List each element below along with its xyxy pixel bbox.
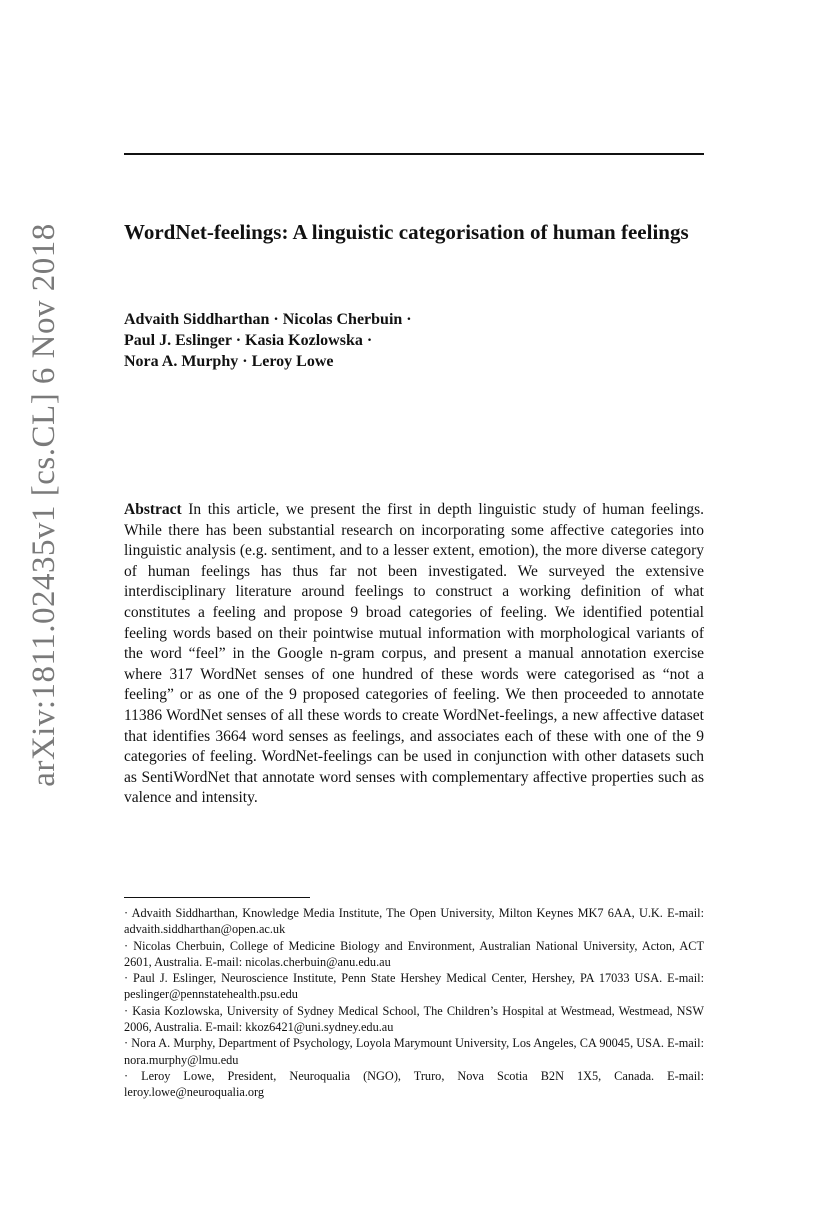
affiliation-footnote: · Leroy Lowe, President, Neuroqualia (NGO), Truro, Nova Scotia B2N 1X5, Canada. E-mail: leroy.lowe@neuroqualia.org (124, 1068, 704, 1100)
author-list (124, 309, 704, 372)
abstract-heading: Abstract (124, 501, 182, 518)
footnote-rule (124, 897, 310, 898)
top-rule (124, 153, 704, 155)
author-line: Nora A. Murphy · Leroy Lowe (124, 353, 334, 370)
affiliation-footnote: · Advaith Siddharthan, Knowledge Media Institute, The Open University, Milton Keynes MK7 6AA, U.K. E-mail: advaith.siddharthan@open.ac.uk (124, 906, 704, 937)
author-line: Paul J. Eslinger · Kasia Kozlowska · (124, 332, 373, 349)
affiliation-footnote: · Kasia Kozlowska, University of Sydney Medical School, The Children’s Hospital at Westmead, Westmead, NSW 2006, Australia. E-mail: kkoz6421@uni.sydney.edu.au (124, 1003, 704, 1035)
affiliation-footnote: · Nicolas Cherbuin, College of Medicine Biology and Environment, Australian National University, Acton, ACT 2601, Australia. E-mail: nicolas.cherbuin@anu.edu.au (124, 938, 704, 969)
author-affiliations (124, 905, 704, 1101)
affiliation-footnote: · Nora A. Murphy, Department of Psychology, Loyola Marymount University, Los Angeles, CA 90045, USA. E-mail: nora.murphy@lmu.edu (124, 1036, 704, 1067)
affiliation-footnote: · Paul J. Eslinger, Neuroscience Institute, Penn State Hershey Medical Center, Hershey, PA 17033 USA. E-mail: peslinger@pennstatehealth.psu.edu (124, 971, 704, 1002)
paper-title: WordNet-feelings: A linguistic categorisation of human feelings (124, 220, 689, 244)
abstract-text: In this article, we present the first in depth linguistic study of human feelings. While there has been substantial research on incorporating some affective categories into linguistic analysis (e.g. sentiment, and to a lesser extent, emotion), the more diverse category of human feelings has thus far not been investigated. We surveyed the extensive interdisciplinary literature around feelings to construct a working definition of what constitutes a feeling and propose 9 broad categories of feeling. We identified potential feeling words based on their pointwise mutual information with morphological variants of the word “feel” in the Google n-gram corpus, and present a manual annotation exercise where 317 WordNet senses of one hundred of these words were categorised as “not a feeling” or as one of the 9 proposed categories of feeling. We then proceeded to annotate 11386 WordNet senses of all these words to create WordNet-feelings, a new affective dataset that identifies 3664 word senses as feelings, and associates each of these with one of the 9 categories of feeling. WordNet-feelings can be used in conjunction with other datasets such as SentiWordNet that annotate word senses with complementary affective properties such as valence and intensity. (124, 501, 704, 807)
arxiv-identifier-stamp: arXiv:1811.02435v1 [cs.CL] 6 Nov 2018 (26, 223, 62, 787)
author-line: Advaith Siddharthan · Nicolas Cherbuin · (124, 311, 412, 328)
abstract (124, 500, 704, 809)
